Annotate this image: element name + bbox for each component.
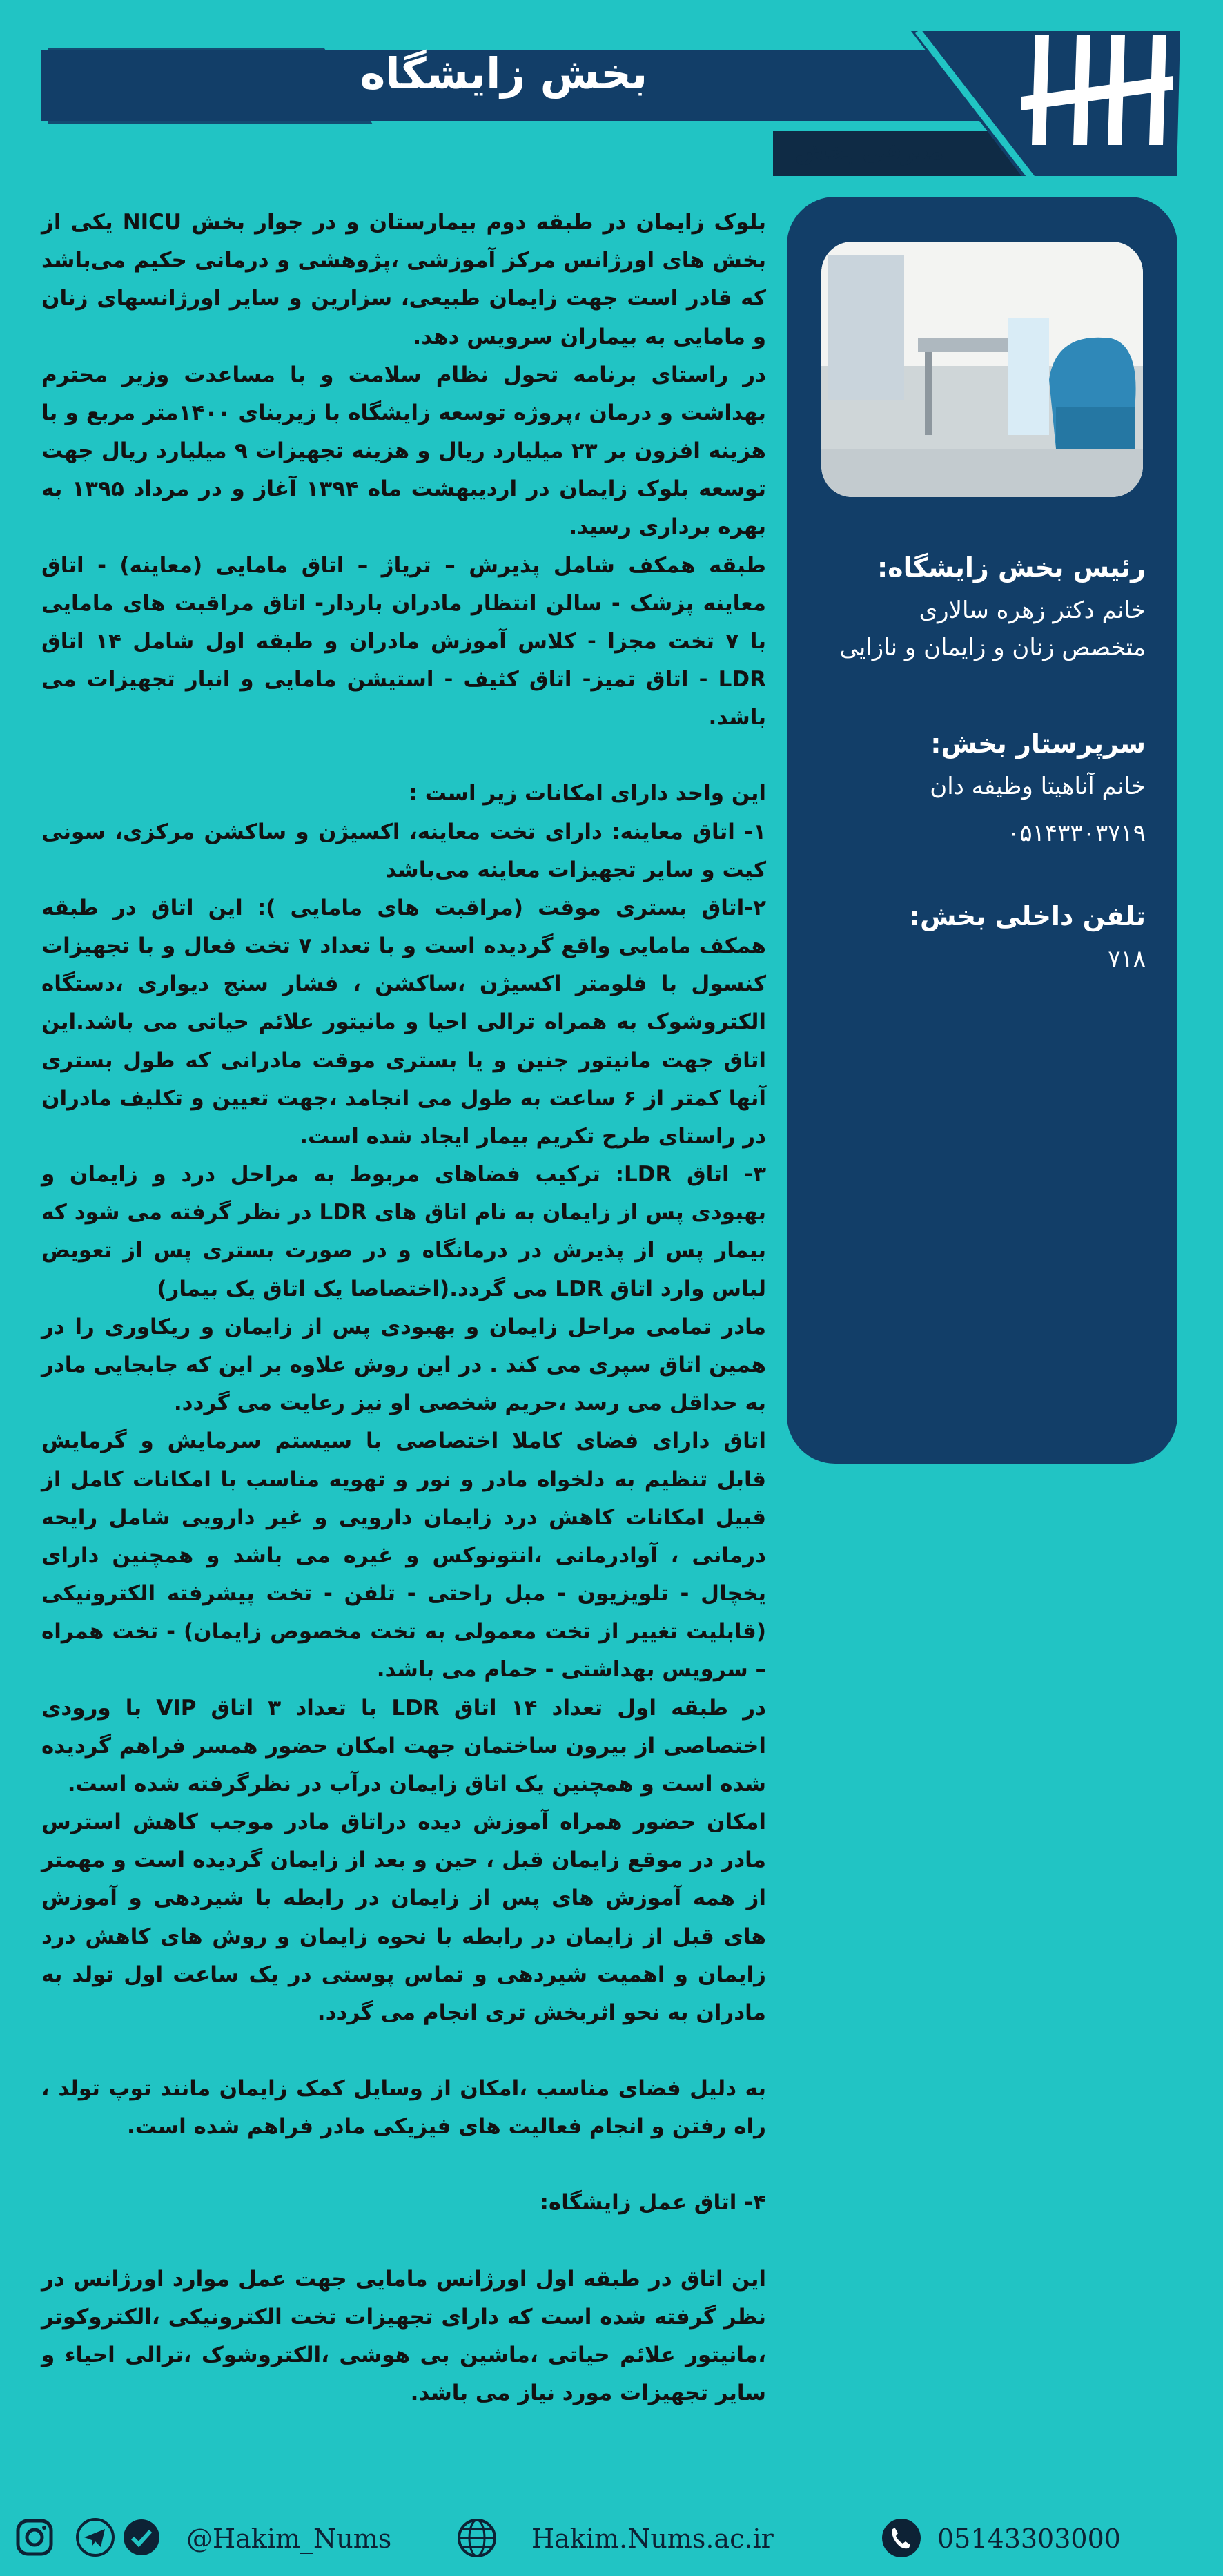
phone-number[interactable]: 05143303000 bbox=[937, 2524, 1121, 2554]
extension-block bbox=[801, 901, 1146, 991]
head-title: رئیس بخش زایشگاه: bbox=[877, 552, 1146, 583]
main-content bbox=[41, 204, 766, 2412]
paragraph-ldr-room: ۳- اتاق LDR: ترکیب فضاهای مربوط به مراحل درد و زایمان و بهبودی پس از زایمان به نام اتاق های LDR در نظر گرفته می شود که بیمار پس از پذیرش در درمانگاه و در صورت بستری پس از تعویض لباس وارد اتاق LDR می گردد.(اختصاصا یک اتاق یک بیمار) bbox=[41, 1162, 767, 1301]
hospital-logo-icon bbox=[1008, 21, 1180, 159]
paragraph-development: در راستای برنامه تحول نظام سلامت و با مساعدت وزیر محترم بهداشت و درمان ،پروژه توسعه زایشگاه با زیربنای ۱۴۰۰متر مربع و با هزینه افزون بر ۲۳ میلیارد ریال و هزینه تجهیزات ۹ میلیارد ریال جهت توسعه بلوک زایمان در اردیبهشت ماه ۱۳۹۴ آغاز و در مرداد ۱۳۹۵ به بهره برداری رسید. bbox=[41, 362, 767, 540]
paragraph-room-features: اتاق دارای فضای کاملا اختصاصی با سیستم سرمایش و گرمایش قابل تنظیم به دلخواه مادر و نور و تهویه مناسب با امکانات کامل از قبیل امکانات کاهش درد زایمان دارویی و غیر دارویی شامل رایحه درمانی ، آوادرمانی ،انتونوکس و غیره می باشد و همچنین دارای یخچال - تلویزیون - مبل راحتی - تلفن - تخت پیشرفته الکترونیکی (قابلیت تغییر از تخت معمولی به تخت مخصوص زایمان) - تخت همراه – سرویس بهداشتی - حمام می باشد. bbox=[41, 1429, 766, 1683]
supervisor-name: خانم آناهیتا وظیفه دان bbox=[930, 773, 1146, 800]
paragraph-ldr-stages: مادر تمامی مراحل زایمان و بهبودی پس از زایمان و ریکاوری را در همین اتاق سپری می کند . در این روش علاوه بر این که جابجایی مادر به حداقل می رسد ،حریم شخصی او نیز رعایت می گردد. bbox=[41, 1314, 766, 1416]
paragraph-intro: بلوک زایمان در طبقه دوم بیمارستان و در جوار بخش NICU یکی از بخش های اورژانس مرکز آموزشی ،پژوهشی و درمانی حکیم می‌باشد که قادر است جهت زایمان طبیعی، سزارین و سایر اورژانسهای زنان و مامایی به بیماران سرویس دهد. bbox=[41, 210, 767, 349]
footer bbox=[0, 2503, 1223, 2572]
head-of-department bbox=[801, 552, 1146, 679]
head-name: خانم دکتر زهره سالاری bbox=[919, 597, 1146, 624]
paragraph-temporary-ward: ۲-اتاق بستری موقت (مراقبت های مامایی ): این اتاق در طبقه همکف مامایی واقع گردیده است و با تعداد ۷ تخت فعال و با تجهیزات کنسول با فلومتر اکسیژن ،ساکشن ، فشار سنج دیواری ،دستگاه الکتروشوک به همراه ترالی احیا و مانیتور علائم حیاتی می باشد.این اتاق جهت مانیتور جنین و یا بستری موقت مادرانی که طول بستری آنها کمتر از ۶ ساعت به طول می انجامد ،جهت تعیین و تکلیف مادران در راستای طرح تکریم بیمار ایجاد شده است. bbox=[41, 895, 767, 1149]
paragraph-companion: امکان حضور همراه آموزش دیده دراتاق مادر موجب کاهش استرس مادر در موقع زایمان قبل ، حین و بعد از زایمان گردیده است و مهمتر از همه آموزش های پس از زایمان در رابطه با شیردهی و آموزش های قبل از زایمان در رابطه با نحوه زایمان و روش های کاهش درد زایمان و اهمیت شیردهی و تماس پوستی در یک ساعت اول تولد به مادران به نحو اثربخش تری انجام می گردد. bbox=[41, 1810, 766, 2025]
phone-icon bbox=[880, 2517, 923, 2559]
globe-icon bbox=[456, 2517, 498, 2559]
supervisor-phone: ۰۵۱۴۳۳۰۳۷۱۹ bbox=[1007, 819, 1146, 847]
paragraph-operating-room-heading: ۴- اتاق عمل زایشگاه: bbox=[540, 2190, 766, 2216]
paragraph-facilities-heading: این واحد دارای امکانات زیر است : bbox=[409, 781, 766, 806]
head-specialty: متخصص زنان و زایمان و نازایی bbox=[839, 633, 1146, 661]
paragraph-vip-rooms: در طبقه اول تعداد ۱۴ اتاق LDR با تعداد ۳ اتاق VIP با ورودی اختصاصی از بیرون ساختمان جهت امکان حضور همسر فراهم گردیده شده است و همچنین یک اتاق زایمان درآب در نظرگرفته شده است. bbox=[41, 1695, 766, 1797]
website-link[interactable]: Hakim.Nums.ac.ir bbox=[531, 2524, 774, 2554]
supervisor-title: سرپرستار بخش: bbox=[930, 728, 1146, 759]
social-handle[interactable]: @Hakim_Nums bbox=[186, 2524, 392, 2554]
page-subtitle: معرفی بخش bbox=[795, 138, 944, 166]
messenger-check-icon[interactable] bbox=[121, 2517, 162, 2558]
telegram-icon[interactable] bbox=[75, 2517, 116, 2558]
supervisor-block bbox=[801, 728, 1146, 865]
instagram-icon[interactable] bbox=[14, 2517, 55, 2558]
extension-value: ۷۱۸ bbox=[1108, 945, 1146, 973]
paragraph-operating-room: این اتاق در طبقه اول اورژانس مامایی جهت عمل موارد اورژانس در نظر گرفته شده است که دارای تجهیزات تخت الکترونیکی ،الکتروکوتر ،مانیتور علائم حیاتی ،ماشین بی هوشی ،الکتروشوک ،ترالی احیاء و سایر تجهیزات مورد نیاز می باشد. bbox=[41, 2266, 766, 2406]
delivery-room-photo bbox=[821, 242, 1143, 497]
extension-title: تلفن داخلی بخش: bbox=[909, 901, 1146, 931]
paragraph-birth-aids: به دلیل فضای مناسب ،امکان از وسایل کمک زایمان مانند توپ تولد ، راه رفتن و انجام فعالیت های فیزیکی مادر فراهم شده است. bbox=[41, 2076, 766, 2140]
paragraph-floors: طبقه همکف شامل پذیرش – تریاژ – اتاق مامایی (معاینه) - اتاق معاینه پزشک - سالن انتظار مادران باردار- اتاق مراقبت های مامایی با ۷ تخت مجزا - کلاس آموزش مادران و طبقه اول شامل ۱۴ اتاق LDR - اتاق تمیز- اتاق کثیف - استیشن مامایی و انبار تجهیزات می باشد. bbox=[41, 552, 766, 730]
paragraph-exam-room: ۱- اتاق معاینه: دارای تخت معاینه، اکسیژن و ساکشن مرکزی، سونی کیت و سایر تجهیزات معاینه می‌باشد bbox=[41, 819, 766, 882]
page-title: بخش زایشگاه bbox=[360, 48, 648, 99]
